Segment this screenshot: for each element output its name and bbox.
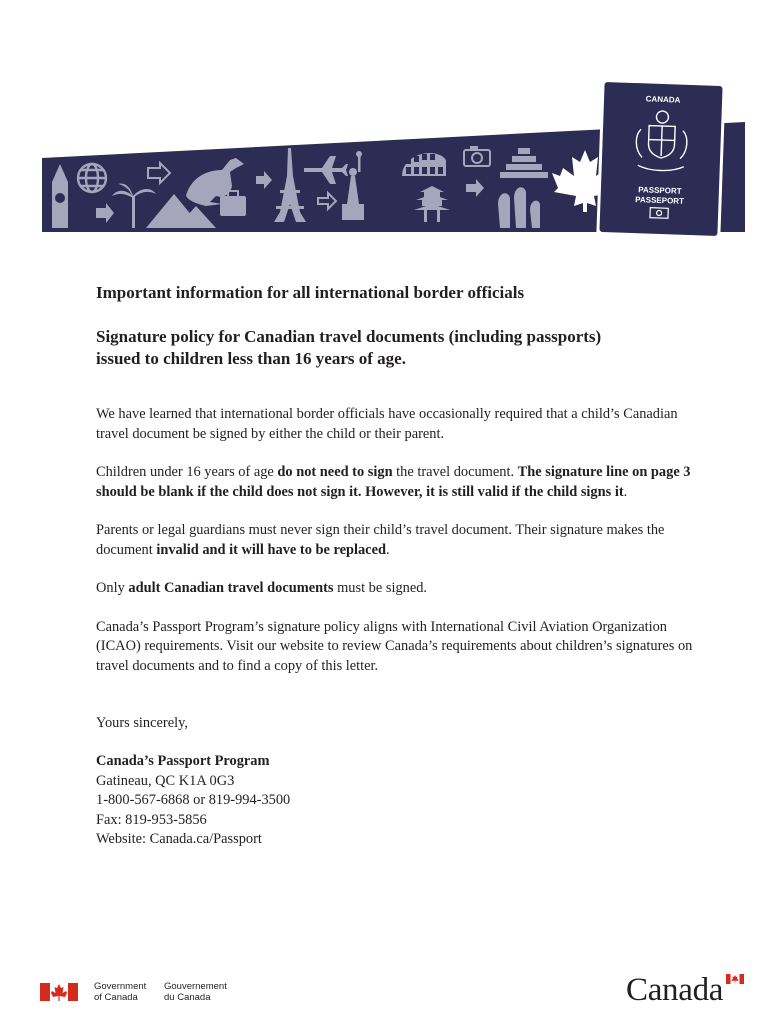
signature-block xyxy=(96,752,696,850)
passport-booklet xyxy=(596,80,725,238)
policy-heading-line1: Signature policy for Canadian travel documents (including passports) xyxy=(96,327,602,346)
wordmark-flag-icon xyxy=(726,974,744,984)
emphasis: invalid and it will have to be replaced xyxy=(156,541,386,558)
emphasis: adult Canadian travel documents xyxy=(128,580,334,596)
paragraph-parents xyxy=(96,521,696,560)
gov-en-line2: of Canada xyxy=(94,992,138,1003)
letter-body xyxy=(96,405,696,695)
gov-fr-line1: Gouvernement xyxy=(164,981,227,992)
signature-website: Website: Canada.ca/Passport xyxy=(96,831,262,847)
signature-phone: 1-800-567-6868 or 819-994-3500 xyxy=(96,792,291,808)
paragraph-adult-documents xyxy=(96,579,696,599)
closing: Yours sincerely, xyxy=(96,715,188,731)
emphasis: do not need to sign xyxy=(277,464,393,480)
signature-org: Canada’s Passport Program xyxy=(96,753,270,769)
text-run: must be signed. xyxy=(333,580,428,596)
gouvernement-du-canada-fr xyxy=(164,981,227,1003)
policy-heading xyxy=(96,326,696,370)
paragraph-intro: We have learned that international border officials have occasionally required that a child’s Canadian travel document be signed by either the child or their parent. xyxy=(96,406,678,442)
signature-fax: Fax: 819-953-5856 xyxy=(96,811,207,828)
passport-label-en: PASSPORT xyxy=(638,185,682,196)
canada-flag-symbol xyxy=(40,981,80,1009)
passport-label-fr: PASSEPORT xyxy=(635,195,685,206)
signature-address: Gatineau, QC K1A 0G3 xyxy=(96,772,235,789)
text-run: Children under 16 years of age xyxy=(96,464,278,480)
text-run: . xyxy=(385,541,390,558)
policy-heading-line2: issued to children less than 16 years of age. xyxy=(96,349,406,368)
canada-wordmark: Canada xyxy=(626,972,724,1008)
paragraph-children-under-16 xyxy=(96,463,696,502)
emphasis: The signature line on page 3 should be blank if the child does not sign it. However, it is still valid if the child signs it xyxy=(96,464,691,500)
text-run: . xyxy=(623,483,628,500)
text-run: Parents or legal guardians must never sign their child’s travel document. Their signature makes the document xyxy=(96,522,665,558)
government-of-canada-en xyxy=(94,981,146,1003)
page-title: Important information for all international border officials xyxy=(96,283,525,302)
passport-country: CANADA xyxy=(645,94,681,105)
gov-fr-line2: du Canada xyxy=(164,992,211,1003)
gov-en-line1: Government xyxy=(94,981,147,992)
text-run: Only xyxy=(96,580,129,596)
text-run: the travel document. xyxy=(392,464,518,480)
paragraph-icao: Canada’s Passport Program’s signature policy aligns with International Civil Aviation Organization (ICAO) requirements. Visit our website to review Canada’s requirements about children’s signatures on travel documents and to find a copy of this letter. xyxy=(96,618,693,674)
travel-banner xyxy=(0,0,784,250)
